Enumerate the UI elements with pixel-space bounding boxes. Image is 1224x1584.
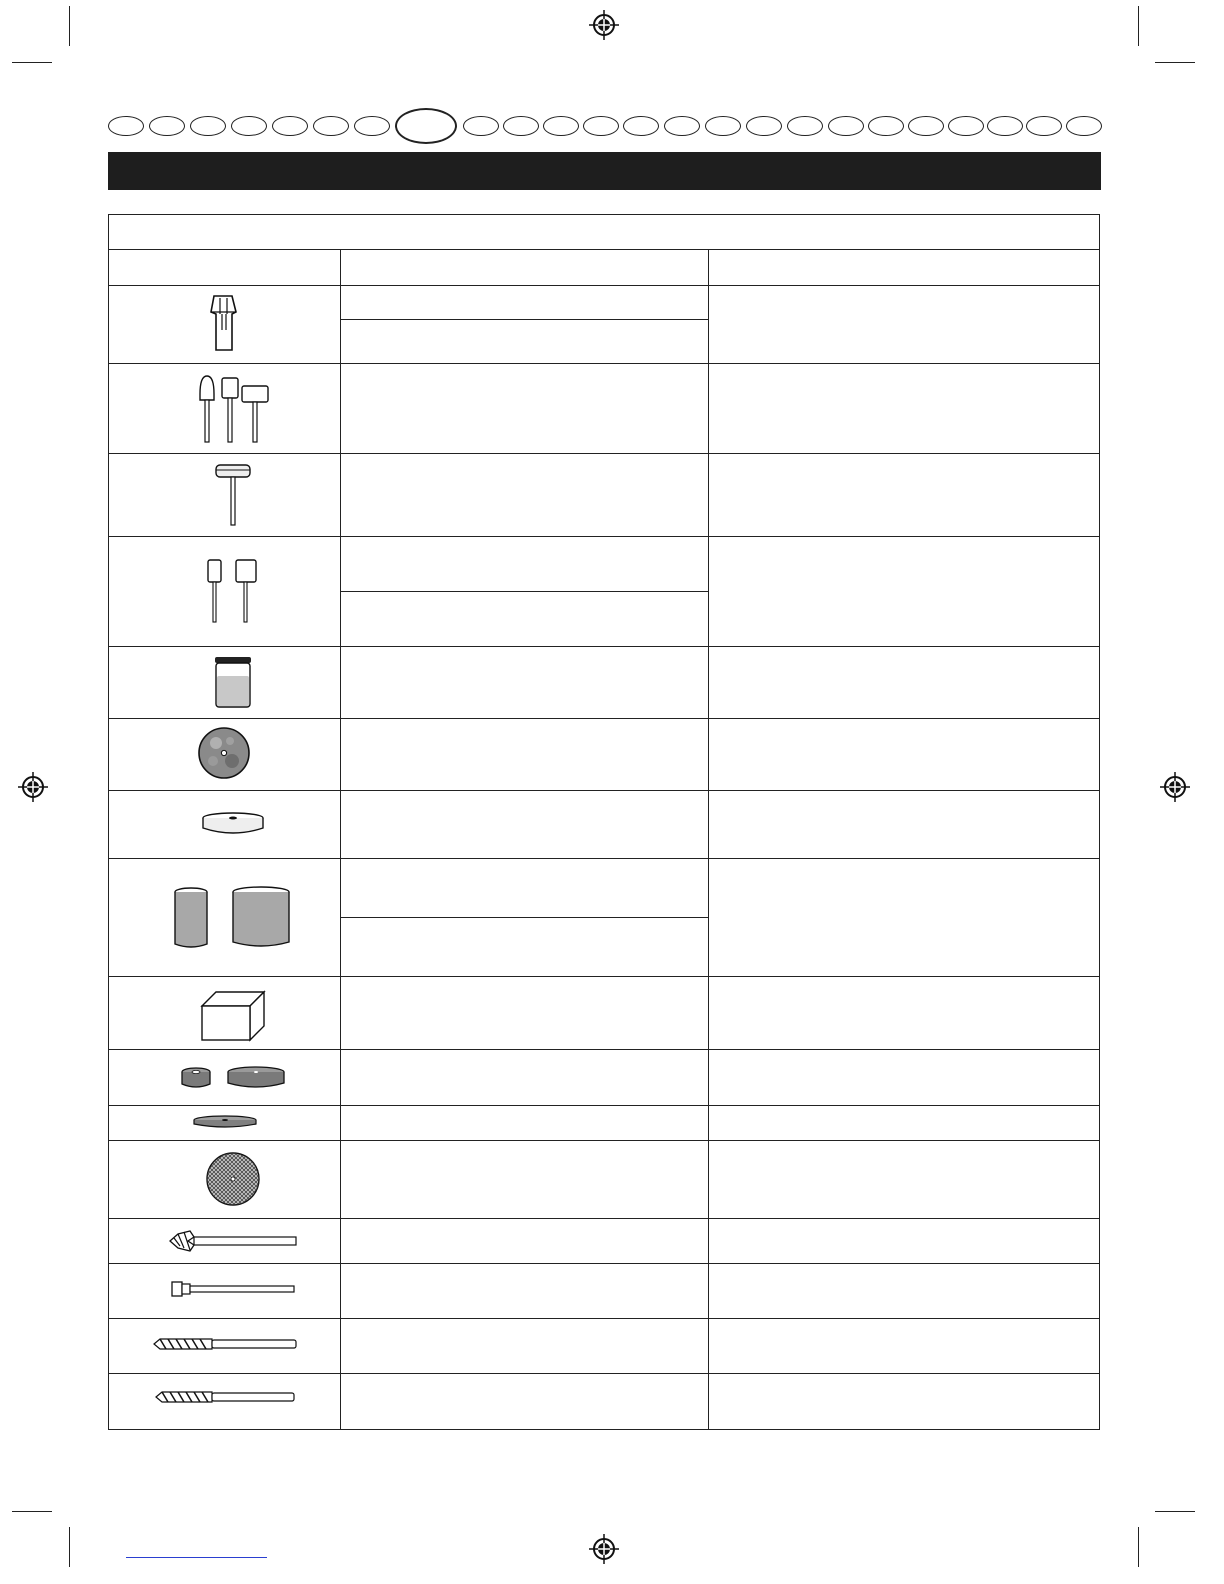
- accessories-table: [108, 214, 1100, 1430]
- crop-mark: [1155, 1511, 1195, 1512]
- drill-bit-icon: [154, 1389, 296, 1405]
- mandrel-icon: [170, 1280, 296, 1298]
- crop-mark: [69, 1527, 70, 1567]
- crop-mark: [1155, 62, 1195, 63]
- drill-bit-icon: [152, 1336, 298, 1352]
- sub-row-divider: [340, 917, 709, 918]
- language-tab[interactable]: [272, 116, 308, 136]
- language-tab[interactable]: [463, 116, 499, 136]
- row-divider: [108, 453, 1100, 454]
- row-divider: [108, 790, 1100, 791]
- cut-off-disc-icon: [196, 725, 252, 781]
- row-divider: [108, 1140, 1100, 1141]
- sanding-sleeves-icon: [172, 884, 294, 952]
- column-divider: [708, 249, 709, 1430]
- language-tab[interactable]: [705, 116, 741, 136]
- footer-link-underline: [126, 1557, 267, 1558]
- language-tab[interactable]: [868, 116, 904, 136]
- language-tab[interactable]: [908, 116, 944, 136]
- row-divider: [108, 1318, 1100, 1319]
- row-divider: [108, 1373, 1100, 1374]
- crop-mark: [1138, 1527, 1139, 1567]
- language-tab[interactable]: [746, 116, 782, 136]
- language-tab[interactable]: [787, 116, 823, 136]
- language-tab[interactable]: [664, 116, 700, 136]
- row-divider: [108, 536, 1100, 537]
- language-tabs: [108, 108, 1103, 144]
- row-divider: [108, 1263, 1100, 1264]
- crop-mark: [12, 1511, 52, 1512]
- language-tab[interactable]: [108, 116, 144, 136]
- table-border: [108, 1429, 1100, 1430]
- registration-mark-icon: [18, 772, 48, 802]
- registration-mark-icon: [1160, 772, 1190, 802]
- thin-cutting-disc-icon: [192, 1114, 258, 1130]
- row-divider: [108, 363, 1100, 364]
- crop-mark: [69, 6, 70, 46]
- row-divider: [108, 285, 1100, 286]
- language-tab[interactable]: [948, 116, 984, 136]
- language-tab[interactable]: [987, 116, 1023, 136]
- table-border: [1099, 214, 1100, 1430]
- language-tab[interactable]: [1026, 116, 1062, 136]
- language-tab[interactable]: [149, 116, 185, 136]
- felt-wheel-icon: [200, 810, 266, 836]
- row-divider: [108, 718, 1100, 719]
- language-tab-active[interactable]: [395, 108, 457, 144]
- registration-mark-icon: [589, 1534, 619, 1564]
- table-border: [108, 214, 109, 1430]
- row-divider: [108, 976, 1100, 977]
- row-divider: [108, 249, 1100, 250]
- table-border: [108, 214, 1100, 215]
- row-divider: [108, 1218, 1100, 1219]
- language-tab[interactable]: [623, 116, 659, 136]
- grinding-stones-icon: [194, 372, 274, 444]
- sub-row-divider: [340, 591, 709, 592]
- polishing-compound-jar-icon: [212, 654, 254, 710]
- language-tab[interactable]: [503, 116, 539, 136]
- polishing-wheel-icon: [213, 462, 253, 528]
- language-tab[interactable]: [543, 116, 579, 136]
- language-tab[interactable]: [828, 116, 864, 136]
- language-tab[interactable]: [190, 116, 226, 136]
- column-divider: [340, 249, 341, 1430]
- cleaning-block-icon: [200, 988, 266, 1042]
- collet-icon: [208, 294, 238, 354]
- sub-row-divider: [340, 319, 709, 320]
- section-title-bar: [108, 152, 1101, 190]
- crop-mark: [1138, 6, 1139, 46]
- language-tab[interactable]: [583, 116, 619, 136]
- registration-mark-icon: [589, 10, 619, 40]
- row-divider: [108, 858, 1100, 859]
- row-divider: [108, 1049, 1100, 1050]
- language-tab[interactable]: [231, 116, 267, 136]
- language-tab[interactable]: [313, 116, 349, 136]
- cutter-bit-icon: [168, 1226, 298, 1256]
- crop-mark: [12, 62, 52, 63]
- language-tab[interactable]: [354, 116, 390, 136]
- grinding-wheels-icon: [180, 1066, 288, 1092]
- sanding-drums-icon: [204, 556, 260, 626]
- language-tab[interactable]: [1066, 116, 1102, 136]
- fibreglass-disc-icon: [204, 1150, 262, 1208]
- row-divider: [108, 646, 1100, 647]
- row-divider: [108, 1105, 1100, 1106]
